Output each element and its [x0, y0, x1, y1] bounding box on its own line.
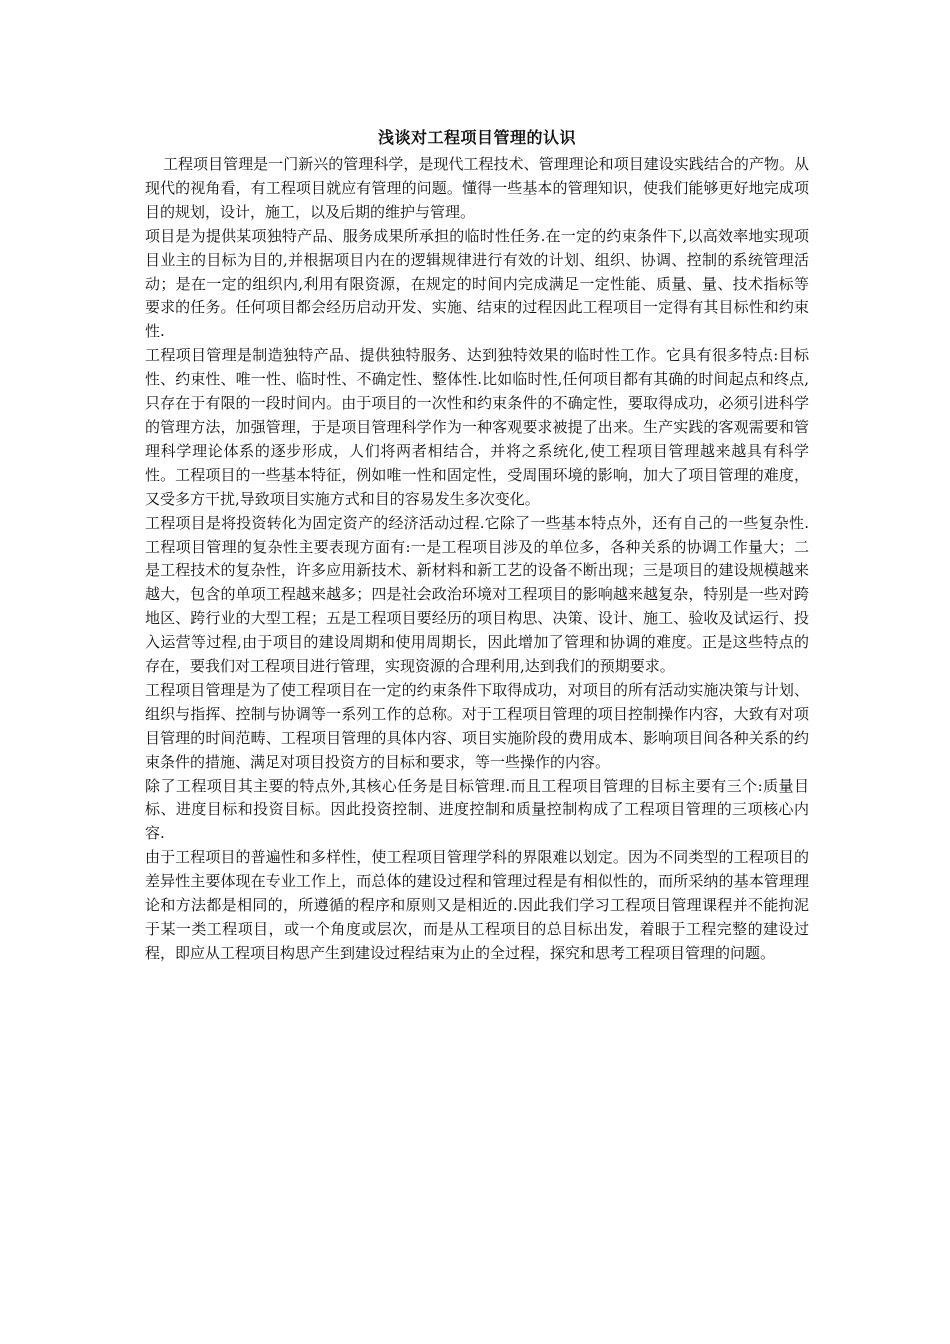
document-body [145, 127, 809, 966]
document-title: 浅谈对工程项目管理的认识 [377, 128, 576, 147]
paragraph-project-definition: 项目是为提供某项独特产品、服务成果所承担的临时性任务.在一定的约束条件下,以高效率地实现项目业主的目标为目的,并根据项目内在的逻辑规律进行有效的计划、组织、协调、控制的系统管理活动；是在一定的组织内,利用有限资源，在规定的时间内完成满足一定性能、质量、量、技术指标等要求的任务。任何项目都会经历启动开发、实施、结束的过程因此工程项目一定得有其目标性和约束性. [145, 226, 809, 341]
paragraph-management-definition: 工程项目管理是为了使工程项目在一定的约束条件下取得成功，对项目的所有活动实施决策与计划、组织与指挥、控制与协调等一系列工作的总称。对于工程项目管理的项目控制操作内容，大致有对项目管理的时间范畴、工程项目管理的具体内容、项目实施阶段的费用成本、影响项目间各种关系的约束条件的措施、满足对项目投资方的目标和要求，等一些操作的内容。 [145, 680, 809, 771]
paragraph-intro: 工程项目管理是一门新兴的管理科学，是现代工程技术、管理理论和项目建设实践结合的产物。从现代的视角看，有工程项目就应有管理的问题。懂得一些基本的管理知识，使我们能够更好地完成项目的规划，设计，施工，以及后期的维护与管理。 [145, 155, 809, 221]
paragraph-project-characteristics: 工程项目管理是制造独特产品、提供独特服务、达到独特效果的临时性工作。它具有很多特点:目标性、约束性、唯一性、临时性、不确定性、整体性.比如临时性,任何项目都有其确的时间起点和终点,只存在于有限的一段时间内。由于项目的一次性和约束条件的不确定性，要取得成功，必须引进科学的管理方法，加强管理，于是项目管理科学作为一种客观要求被提了出来。生产实践的客观需要和管理科学理论体系的逐步形成，人们将两者相结合，并将之系统化,使工程项目管理越来越具有科学性。工程项目的一些基本特征，例如唯一性和固定性，受周围环境的影响，加大了项目管理的难度，又受多方干扰,导致项目实施方式和目的容易发生多次变化。 [145, 346, 809, 508]
paragraph-conclusion: 由于工程项目的普遍性和多样性，使工程项目管理学科的界限难以划定。因为不同类型的工程项目的差异性主要体现在专业工作上，而总体的建设过程和管理过程是有相似性的，而所采纳的基本管理理论和方法都是相同的，所遵循的程序和原则又是相近的.因此我们学习工程项目管理课程并不能拘泥于某一类工程项目，或一个角度或层次，而是从工程项目的总目标出发，着眼于工程完整的建设过程，即应从工程项目构思产生到建设过程结束为止的全过程，探究和思考工程项目管理的问题。 [145, 848, 809, 962]
paragraph-core-tasks: 除了工程项目其主要的特点外,其核心任务是目标管理.而且工程项目管理的目标主要有三个:质量目标、进度目标和投资目标。因此投资控制、进度控制和质量控制构成了工程项目管理的三项核心内容. [145, 776, 809, 843]
paragraph-project-complexity: 工程项目是将投资转化为固定资产的经济活动过程.它除了一些基本特点外，还有自己的一些复杂性.工程项目管理的复杂性主要表现方面有:一是工程项目涉及的单位多，各种关系的协调工作量大；二是工程技术的复杂性，许多应用新技术、新材料和新工艺的设备不断出现；三是项目的建设规模越来越大，包含的单项工程越来越多；四是社会政治环境对工程项目的影响越来越复杂，特别是一些对跨地区、跨行业的大型工程；五是工程项目要经历的项目构思、决策、设计、施工、验收及试运行、投入运营等过程,由于项目的建设周期和使用周期长，因此增加了管理和协调的难度。正是这些特点的存在，要我们对工程项目进行管理，实现资源的合理利用,达到我们的预期要求。 [145, 513, 809, 676]
